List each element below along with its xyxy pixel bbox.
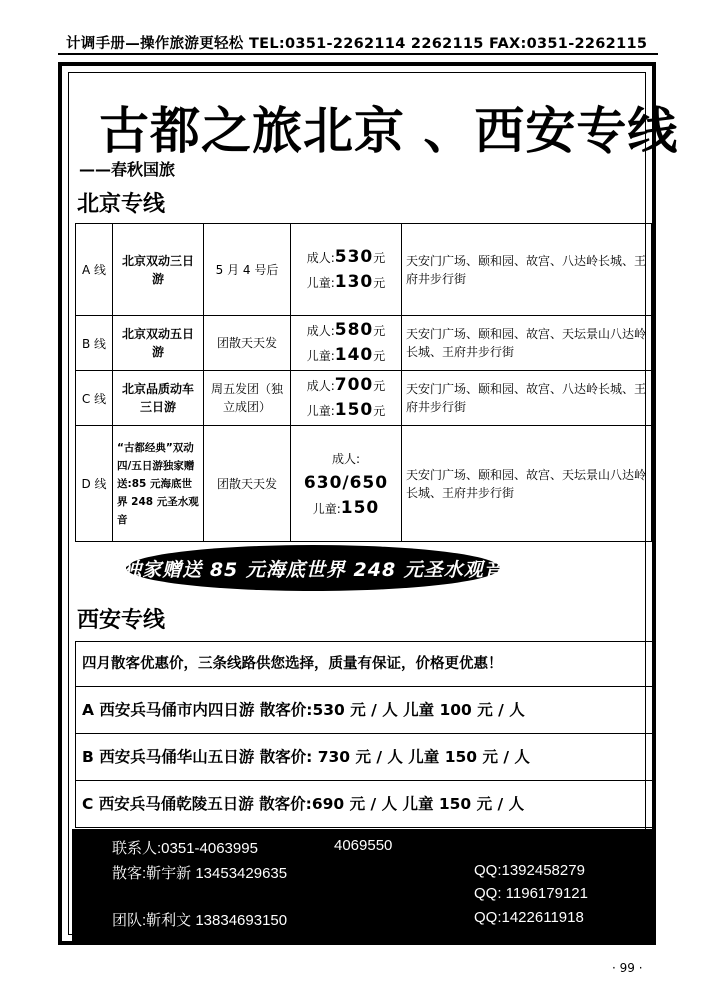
beijing-section-title: 北京专线 [77, 192, 166, 217]
route-name: 北京双动五日游 [113, 316, 204, 371]
route-price [291, 316, 402, 371]
table-row [76, 316, 652, 371]
child-price: 150 [340, 497, 380, 518]
contact-sanke: 散客:靳宇新 13453429635 [112, 865, 288, 882]
route-itinerary: 天安门广场、颐和园、故宫、天坛景山八达岭长城、王府井步行街 [402, 316, 652, 371]
table-row [76, 224, 652, 316]
route-name: “古都经典”双动四/五日游独家赠送:85 元海底世界 248 元圣水观音 [113, 426, 204, 542]
contact-qq: QQ:1422611918 [474, 909, 584, 926]
route-itinerary: 天安门广场、颐和园、故宫、天坛景山八达岭长城、王府井步行街 [402, 426, 652, 542]
xian-section-title: 西安专线 [77, 608, 166, 633]
route-name: 北京品质动车三日游 [113, 371, 204, 426]
route-departure: 5 月 4 号后 [204, 224, 291, 316]
list-item: A 西安兵马俑市内四日游 散客价:530 元 / 人 儿童 100 元 / 人 [76, 687, 653, 734]
adult-price: 630/650 [303, 472, 389, 493]
child-label: 儿童: [306, 275, 335, 290]
child-label: 儿童: [306, 404, 335, 418]
route-code: A 线 [76, 224, 113, 316]
adult-label: 成人: [306, 324, 335, 338]
route-price [291, 426, 402, 542]
subtitle: ——春秋国旅 [79, 160, 176, 179]
list-item: C 西安兵马俑乾陵五日游 散客价:690 元 / 人 儿童 150 元 / 人 [82, 795, 525, 813]
header-rule [58, 53, 658, 55]
price-unit: 元 [373, 324, 386, 338]
contact-tuandui: 团队:靳利文 13834693150 [112, 912, 288, 929]
promo-banner: 独家赠送 85 元海底世界 248 元圣水观音 [126, 545, 500, 591]
child-label: 儿童: [312, 501, 341, 516]
child-price: 130 [334, 271, 374, 292]
child-label: 儿童: [306, 349, 335, 363]
page-frame [58, 62, 679, 945]
table-row [76, 426, 652, 542]
route-departure: 周五发团（独立成团） [204, 371, 291, 426]
route-departure: 团散天天发 [204, 316, 291, 371]
adult-label: 成人: [331, 451, 361, 466]
price-unit: 元 [373, 404, 386, 418]
page-header: 计调手册—操作旅游更轻松 TEL:0351-2262114 2262115 FAX:0351-2262115 [66, 36, 648, 52]
route-code: D 线 [76, 426, 113, 542]
adult-price: 700 [334, 375, 374, 395]
adult-label: 成人: [306, 379, 335, 393]
contact-qq: QQ: 1196179121 [474, 885, 588, 902]
price-unit: 元 [373, 275, 386, 290]
contact-phone-extra: 4069550 [334, 837, 393, 854]
route-departure: 团散天天发 [204, 426, 291, 542]
child-price: 150 [334, 400, 374, 420]
page-number: · 99 · [612, 961, 643, 975]
route-price [291, 371, 402, 426]
main-title: 古都之旅北京 、西安专线 [99, 102, 679, 160]
child-price: 140 [334, 345, 374, 365]
adult-price: 580 [334, 320, 374, 340]
beijing-route-table [75, 223, 652, 542]
route-code: B 线 [76, 316, 113, 371]
contact-phone: 联系人:0351-4063995 [112, 840, 258, 857]
adult-price: 530 [334, 246, 374, 267]
table-row [76, 371, 652, 426]
contact-qq: QQ:1392458279 [474, 862, 585, 879]
adult-label: 成人: [306, 250, 335, 265]
contact-box [72, 829, 655, 944]
price-unit: 元 [373, 349, 386, 363]
route-code: C 线 [76, 371, 113, 426]
list-item: B 西安兵马俑华山五日游 散客价: 730 元 / 人 儿童 150 元 / 人 [76, 734, 653, 781]
route-name: 北京双动三日游 [113, 224, 204, 316]
route-itinerary: 天安门广场、颐和园、故宫、八达岭长城、王府井步行街 [402, 371, 652, 426]
inner-frame [68, 72, 679, 935]
xian-route-box [75, 641, 654, 828]
price-unit: 元 [373, 379, 386, 393]
price-unit: 元 [373, 250, 386, 265]
route-itinerary: 天安门广场、颐和园、故宫、八达岭长城、王府井步行街 [402, 224, 652, 316]
route-price [291, 224, 402, 316]
xian-intro: 四月散客优惠价，三条线路供您选择，质量有保证，价格更优惠！ [76, 642, 653, 687]
